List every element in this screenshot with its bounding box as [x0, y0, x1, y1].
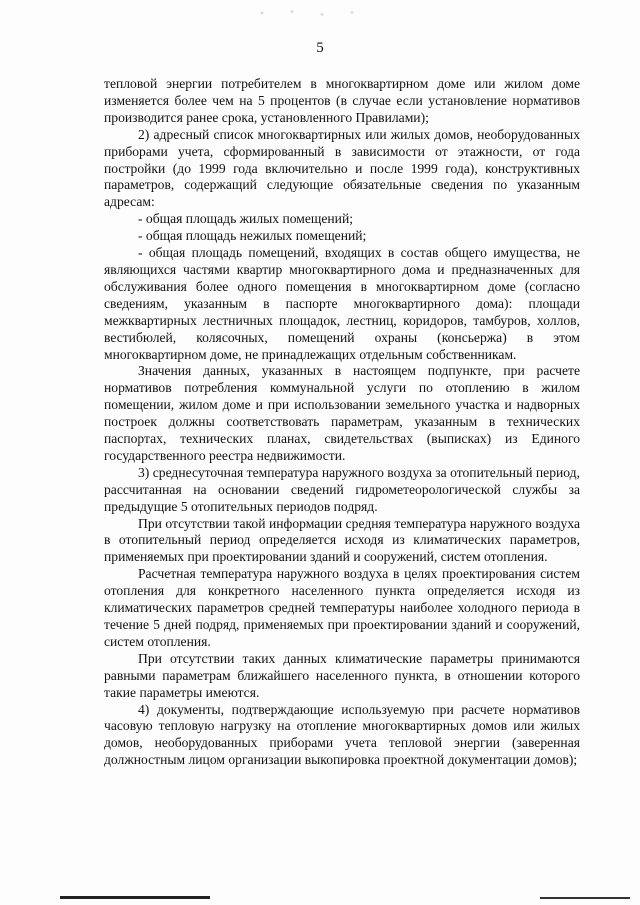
paragraph-documents: 4) документы, подтверждающие используемую при расчете нормативов часовую тепловую нагрузку на отопление многоквартирных домов или жилых домов, необорудованных приборами учета тепловой энергии (заверенная должностным лицом организации выкопировка проектной документации домов); [104, 701, 580, 768]
page-number: 5 [316, 40, 324, 56]
scan-artifact [250, 6, 370, 20]
bottom-rule-right [540, 897, 630, 899]
paragraph-heat-energy-change: тепловой энергии потребителем в многоквартирном доме или жилом доме изменяется более чем на 5 процентов (в случае если установление нормативов производится ранее срока, установленного Правилами); [104, 76, 580, 125]
paragraph-no-information: При отсутствии такой информации средняя температура наружного воздуха в отопительный период определяется исходя из климатических параметров, применяемых при проектировании зданий и сооружений, систем отопления. [104, 515, 580, 565]
list-item-residential-area: - общая площадь жилых помещений; [138, 211, 353, 227]
list-item-common-property-area: - общая площадь помещений, входящих в состав общего имущества, не являющихся частями квартир многоквартирного дома и предназначенных для обслуживания более одного помещения в многоквартирном доме (согласно сведениям, указанным в паспорте многоквартирного дома): площади межквартирных лестничных площадок, лестниц, коридоров, тамбуров, холлов, вестибюлей, колясочных, помещений охраны (консьержа) в этом многоквартирном доме, не принадлежащих отдельным собственникам. [104, 245, 580, 362]
bottom-rule-left [60, 896, 210, 899]
list-item-nonresidential-area: - общая площадь нежилых помещений; [138, 228, 367, 244]
paragraph-nearest-locality: При отсутствии таких данных климатические параметры принимаются равными параметрам ближайшего населенного пункта, в отношении которого такие параметры имеются. [104, 650, 580, 700]
document-body [104, 76, 580, 769]
paragraph-address-list: 2) адресный список многоквартирных или жилых домов, необорудованных приборами учета, сформированный в зависимости от этажности, от года постройки (до 1999 года включительно и после 1999 года), конструктивных параметров, содержащий следующие обязательные сведения по указанным адресам: [104, 126, 580, 210]
paragraph-average-temperature: 3) среднесуточная температура наружного воздуха за отопительный период, рассчитанная на основании сведений гидрометеорологической службы за предыдущие 5 отопительных периодов подряд. [104, 464, 580, 514]
paragraph-data-values: Значения данных, указанных в настоящем подпункте, при расчете нормативов потребления коммунальной услуги по отоплению в жилом помещении, жилом доме и при использовании земельного участка и надворных построек должны соответствовать параметрам, указанным в технических паспортах, технических планах, свидетельствах (выписках) из Единого государственного реестра недвижимости. [104, 363, 580, 463]
paragraph-design-temperature: Расчетная температура наружного воздуха в целях проектирования систем отопления для конкретного населенного пункта определяется исходя из климатических параметров средней температуры наиболее холодного периода в течение 5 дней подряд, применяемых при проектировании зданий и сооружений, систем отопления. [104, 566, 580, 649]
